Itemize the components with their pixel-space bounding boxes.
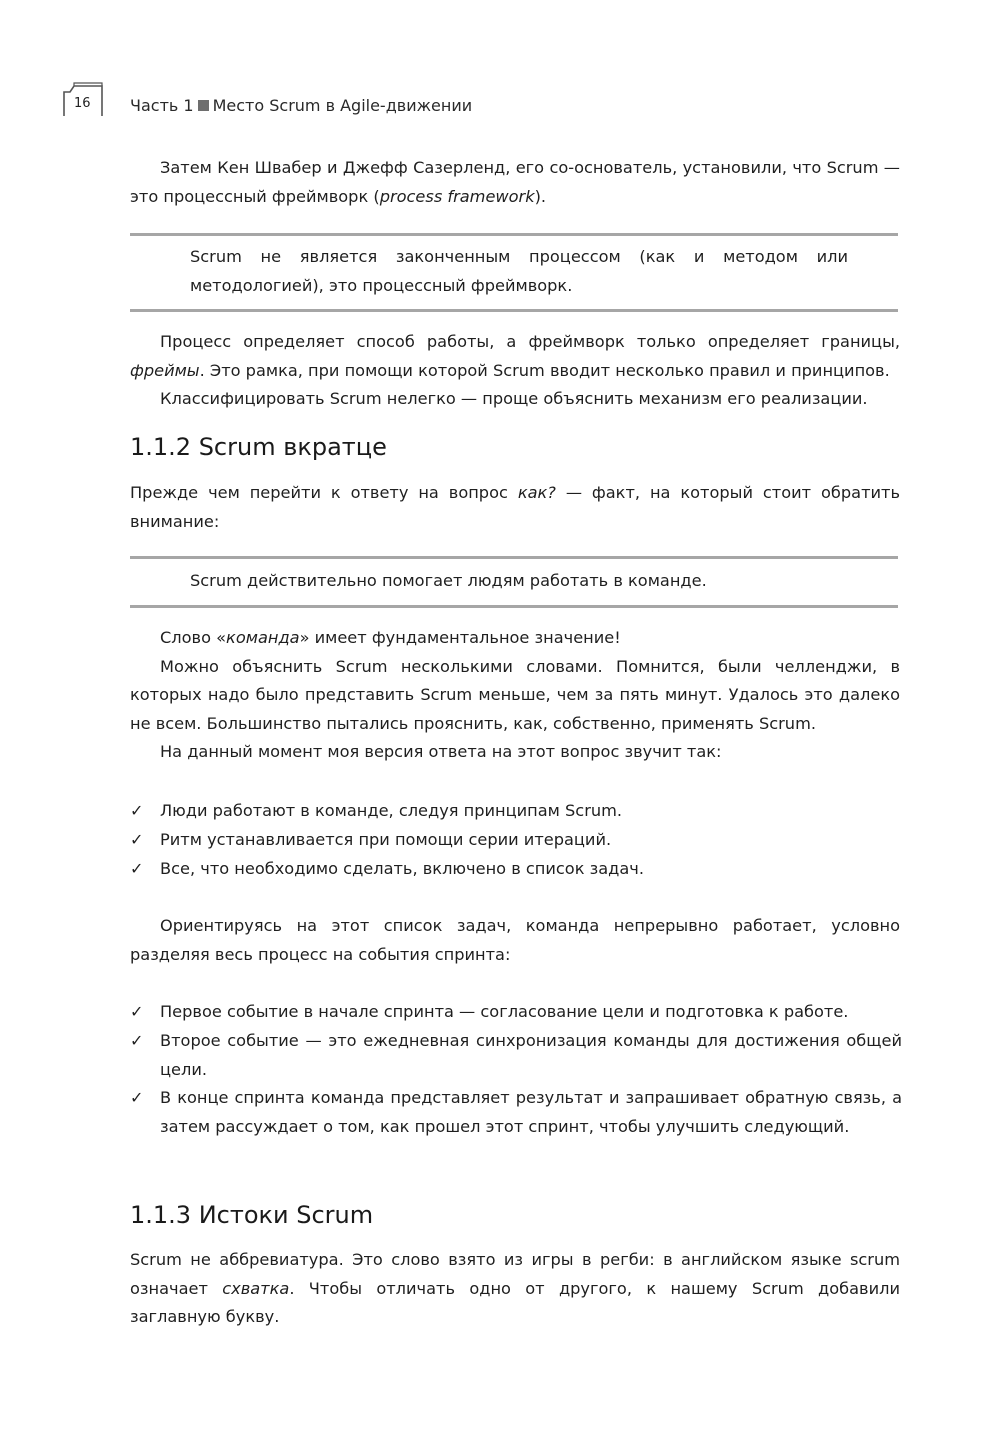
check-icon: ✓ [130,801,144,820]
list-item-text: Ритм устанавливается при помощи серии итераций. [160,829,612,849]
team-block [130,624,900,767]
list-item [130,855,902,884]
callout-team-text: Scrum действительно помогает людям работать в команде. [190,571,707,590]
origins-emphasis: схватка [222,1278,290,1298]
classify-paragraph: Классифицировать Scrum нелегко — проще объяснить механизм его реализации. [160,389,868,409]
running-head-title: Место Scrum в Agile-движении [212,96,473,115]
process-paragraph [130,328,900,385]
before-emphasis: как? [517,483,556,502]
list-item-text: Второе событие — это ежедневная синхронизация команды для достижения общей цели. [160,1030,902,1079]
list-item [130,797,902,826]
intro-text: Затем Кен Швабер и Джефф Сазерленд, его со-основатель, установили, что Scrum — это процессный фреймворк ( [130,158,900,206]
callout-box-team [130,556,898,608]
callout-text: Scrum не является законченным процессом (как и методом или методологией), это процессный фреймворк. [190,247,848,295]
origins-block [130,1246,900,1332]
check-icon: ✓ [130,858,144,878]
intro-text-end: ). [534,186,547,206]
running-head [130,96,472,115]
page-header [62,82,762,118]
sprint-events-list [130,998,902,1142]
process-block [130,328,900,414]
process-text: Процесс определяет способ работы, а фреймворк только определяет границы, [160,332,900,351]
intro-paragraph [130,154,900,211]
before-text-end: — факт, на который стоит обратить внимание: [130,483,901,531]
square-separator-icon [198,100,209,111]
process-emphasis: фреймы [130,360,200,380]
team-word-paragraph [130,624,900,653]
check-icon: ✓ [130,1002,144,1021]
before-paragraph [130,479,900,536]
before-text: Прежде чем перейти к ответу на вопрос [130,483,518,502]
sprint-block [130,912,900,969]
check-icon: ✓ [130,1088,144,1108]
team-word-end: » имеет фундаментальное значение! [299,628,621,647]
page-number: 16 [74,96,91,111]
origins-text: Scrum не аббревиатура. Это слово взято из игры в регби: в английском языке scrum означает [130,1250,900,1298]
list-item-text: Все, что необходимо сделать, включено в список задач. [160,858,644,878]
team-word-start: Слово « [160,628,227,647]
version-paragraph: На данный момент моя версия ответа на этот вопрос звучит так: [160,742,722,762]
section-heading-113: 1.1.3 Истоки Scrum [130,1201,374,1229]
list-item-text: В конце спринта команда представляет результат и запрашивает обратную связь, а затем рассуждает о том, как прошел этот спринт, чтобы улучшить следующий. [160,1088,902,1137]
list-item-text: Люди работают в команде, следуя принципам Scrum. [160,801,623,820]
callout-box [130,233,898,312]
principles-list [130,797,902,883]
process-text-end: . Это рамка, при помощи которой Scrum вводит несколько правил и принципов. [199,360,890,380]
intro-emphasis: process framework [379,186,535,206]
before-block [130,479,900,536]
intro-block [130,154,900,211]
list-item [130,1027,902,1085]
team-word-emphasis: команда [226,628,300,647]
check-icon: ✓ [130,829,144,849]
sprint-paragraph: Ориентируясь на этот список задач, команда непрерывно работает, условно разделяя весь процесс на события спринта: [130,916,900,964]
list-item-text: Первое событие в начале спринта — согласование цели и подготовка к работе. [160,1002,849,1021]
origins-paragraph [130,1246,900,1332]
running-head-part: Часть 1 [130,96,194,115]
list-item [130,826,902,855]
explain-paragraph: Можно объяснить Scrum несколькими словами. Помнится, были челленджи, в которых надо было представить Scrum меньше, чем за пять минут. Удалось это далеко не всем. Большинство пытались прояснить, как, собственно, применять Scrum. [130,656,900,733]
origins-text-end: . Чтобы отличать одно от другого, к нашему Scrum добавили заглавную букву. [130,1278,900,1327]
section-heading-112: 1.1.2 Scrum вкратце [130,433,387,461]
list-item [130,1084,902,1142]
list-item [130,998,902,1027]
check-icon: ✓ [130,1030,144,1050]
